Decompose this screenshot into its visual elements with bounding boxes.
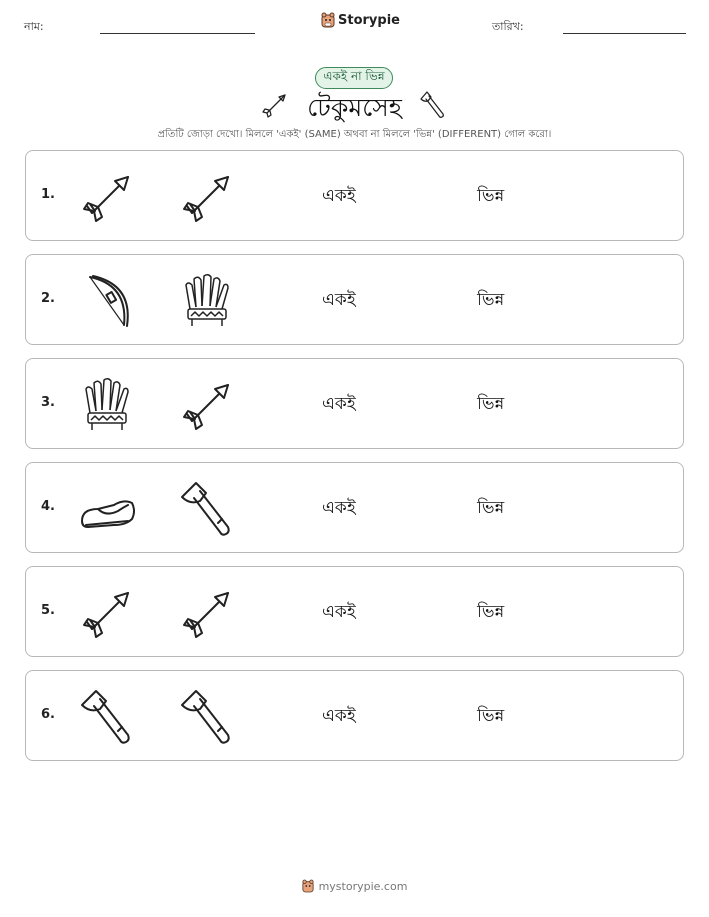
question-row: [25, 566, 684, 657]
left-picture: [78, 687, 138, 747]
right-picture: [178, 271, 238, 331]
question-number: 1.: [41, 187, 55, 202]
question-row: [25, 150, 684, 241]
same-option[interactable]: একই: [322, 186, 356, 206]
same-option[interactable]: একই: [322, 706, 356, 726]
brand-name: Storypie: [338, 12, 400, 28]
question-number: 5.: [41, 603, 55, 618]
instructions-text: প্রতিটি জোড়া দেখো। মিললে 'একই' (SAME) অথবা না মিললে 'ভিন্ন' (DIFFERENT) গোল করো।: [157, 129, 552, 140]
footer: [0, 879, 709, 893]
storypie-mascot-icon: [321, 12, 335, 28]
question-number: 4.: [41, 499, 55, 514]
different-option[interactable]: ভিন্ন: [477, 290, 505, 310]
brand-logo: [321, 12, 400, 28]
question-row: [25, 254, 684, 345]
worksheet-type-badge: একই না ভিন্ন: [315, 67, 393, 89]
axe-icon: [418, 90, 448, 120]
arrow-icon: [178, 375, 238, 435]
different-option[interactable]: ভিন্ন: [477, 394, 505, 414]
arrow-icon: [78, 167, 138, 227]
right-picture: [178, 375, 238, 435]
question-number: 6.: [41, 707, 55, 722]
different-option[interactable]: ভিন্ন: [477, 602, 505, 622]
axe-icon: [178, 687, 238, 747]
same-option[interactable]: একই: [322, 290, 356, 310]
question-number: 2.: [41, 291, 55, 306]
axe-icon: [178, 479, 238, 539]
question-row: [25, 670, 684, 761]
name-label: নাম:: [24, 20, 44, 33]
right-picture: [178, 687, 238, 747]
left-picture: [78, 479, 138, 539]
headdress-icon: [78, 375, 138, 435]
headdress-icon: [178, 271, 238, 331]
arrow-icon: [178, 583, 238, 643]
different-option[interactable]: ভিন্ন: [477, 706, 505, 726]
different-option[interactable]: ভিন্ন: [477, 186, 505, 206]
moccasin-icon: [78, 479, 138, 539]
right-picture: [178, 479, 238, 539]
worksheet-title: টেকুমসেহ: [307, 93, 402, 122]
question-row: [25, 358, 684, 449]
right-picture: [178, 583, 238, 643]
different-option[interactable]: ভিন্ন: [477, 498, 505, 518]
question-row: [25, 462, 684, 553]
left-picture: [78, 375, 138, 435]
bow-icon: [78, 271, 138, 331]
storypie-mascot-icon: [302, 879, 314, 893]
arrow-icon: [178, 167, 238, 227]
axe-icon: [78, 687, 138, 747]
date-label: তারিখ:: [492, 20, 524, 33]
same-option[interactable]: একই: [322, 602, 356, 622]
same-option[interactable]: একই: [322, 394, 356, 414]
date-line[interactable]: [563, 33, 686, 34]
arrow-icon: [78, 583, 138, 643]
right-picture: [178, 167, 238, 227]
left-picture: [78, 167, 138, 227]
same-option[interactable]: একই: [322, 498, 356, 518]
question-number: 3.: [41, 395, 55, 410]
left-picture: [78, 583, 138, 643]
footer-url[interactable]: mystorypie.com: [318, 879, 408, 893]
name-line[interactable]: [100, 33, 255, 34]
left-picture: [78, 271, 138, 331]
